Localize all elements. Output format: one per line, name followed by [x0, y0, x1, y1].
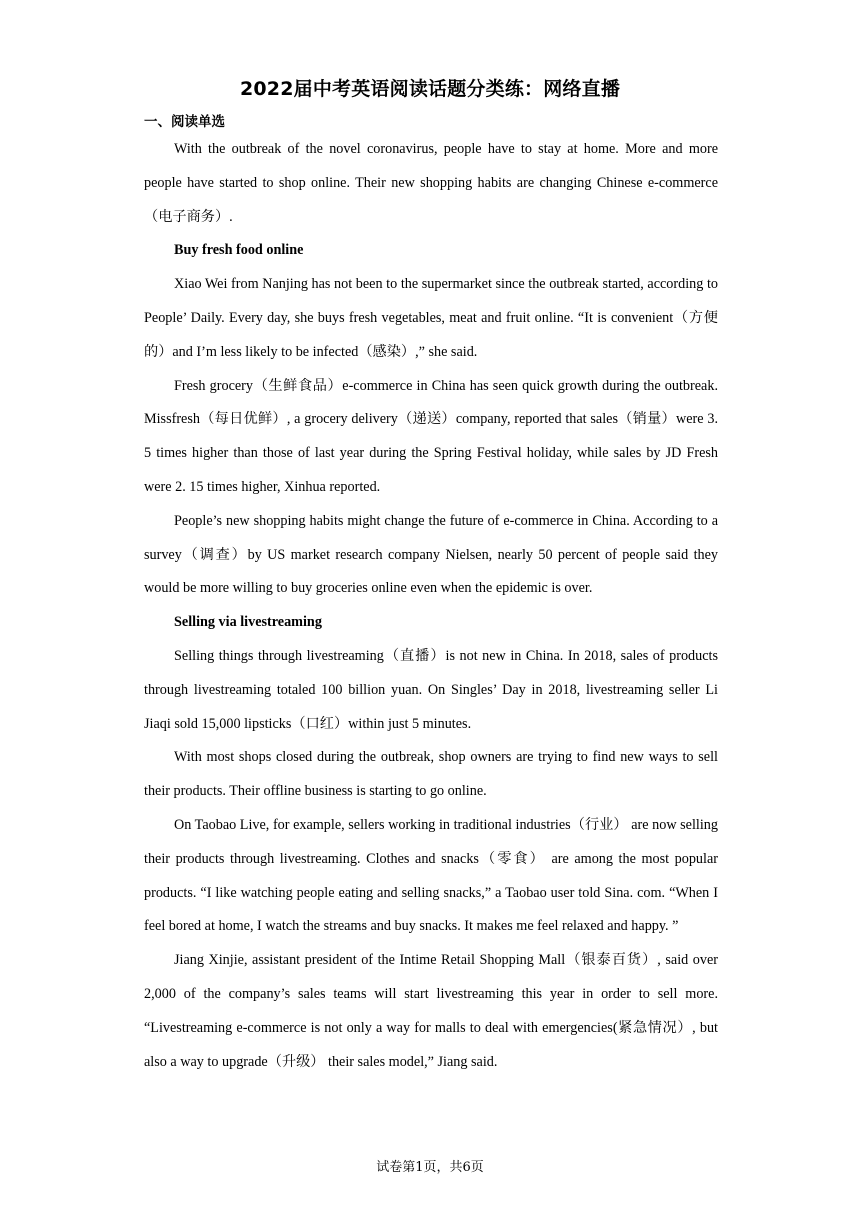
subheading-livestreaming — [144, 606, 718, 640]
paragraph-text: On Taobao Live, for example, sellers working in traditional industries（行业） are now selling their products through livestreaming. Clothes and snacks（零食） are among the most popular products. “I like watching people eating and selling snacks,” a Taobao user told Sina. com. “When I feel bored at home, I watch the streams and buy snacks. It makes me feel relaxed and happy. ” — [144, 816, 718, 935]
subheading-text: Buy fresh food online — [174, 242, 304, 259]
paragraph-fresh-grocery — [144, 370, 718, 505]
subheading-fresh-food — [144, 234, 718, 268]
paragraph-text: People’s new shopping habits might change the future of e-commerce in China. According to a survey（调查）by US market research company Nielsen, nearly 50 percent of people said they would be more willing to buy groceries online even when the epidemic is over. — [144, 512, 718, 597]
paragraph-taobao-live — [144, 809, 718, 944]
document-title: 2022届中考英语阅读话题分类练：网络直播 — [239, 78, 621, 100]
paragraph-text: With most shops closed during the outbreak, shop owners are trying to find new ways to sell their products. Their offline business is starting to go online. — [144, 749, 718, 800]
subheading-text: Selling via livestreaming — [174, 614, 322, 631]
paragraph-intro — [144, 133, 718, 234]
article-body — [144, 133, 718, 1079]
paragraph-intime — [144, 944, 718, 1079]
section-heading: 一、阅读单选 — [144, 114, 225, 130]
paragraph-text: Jiang Xinjie, assistant president of the Intime Retail Shopping Mall（银泰百货）, said over 2,000 of the company’s sales teams will start livestreaming this year in order to sell more. “Livestreaming e-commerce is not only a way for malls to deal with emergencies(紧急情况）, but also a way to upgrade（升级） their sales model,” Jiang said. — [144, 952, 718, 1070]
paragraph-shopping-habits — [144, 505, 718, 606]
paragraph-shops-closed — [144, 741, 718, 809]
paragraph-text: Xiao Wei from Nanjing has not been to the supermarket since the outbreak started, according to People’ Daily. Every day, she buys fresh vegetables, meat and fruit online. “It is convenient（方便的）and I’m less likely to be infected（感染）,” she said. — [144, 276, 718, 360]
paragraph-text: Fresh grocery（生鲜食品）e-commerce in China has seen quick growth during the outbreak. Missfresh（每日优鲜）, a grocery delivery（递送）company, reported that sales（销量）were 3. 5 times higher than those of last year during the Spring Festival holiday, while sales by JD Fresh were 2. 15 times higher, Xinhua reported. — [144, 377, 718, 495]
paragraph-text: With the outbreak of the novel coronavirus, people have to stay at home. More and more people have started to shop online. Their new shopping habits are changing Chinese e-commerce（电子商务）. — [144, 141, 718, 225]
page-footer: 试卷第1页，共6页 — [376, 1160, 484, 1175]
paragraph-livestreaming-history — [144, 640, 718, 741]
paragraph-text: Selling things through livestreaming（直播）is not new in China. In 2018, sales of products through livestreaming totaled 100 billion yuan. On Singles’ Day in 2018, livestreaming seller Li Jiaqi sold 15,000 lipsticks（口红）within just 5 minutes. — [144, 647, 718, 732]
paragraph-xiao-wei — [144, 268, 718, 369]
